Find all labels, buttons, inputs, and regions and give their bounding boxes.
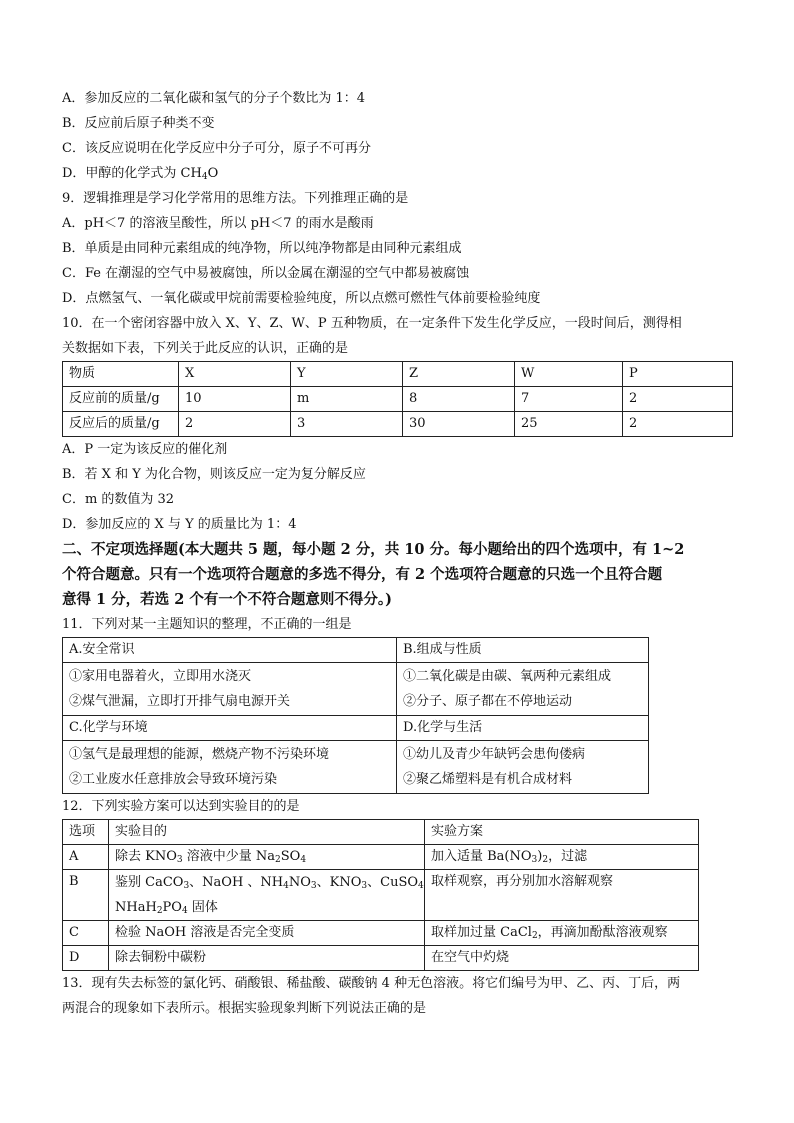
table-row: [63, 638, 649, 663]
page-content: [62, 86, 734, 1021]
table-header-b: B.组成与性质: [397, 638, 649, 663]
option-cell: B: [63, 870, 109, 921]
cell-line: 鉴别 CaCO$_3$、NaOH 、$NH_4NO_3$、$KNO_3$、CuSO$_4$: [115, 875, 424, 891]
table-row: [63, 663, 649, 716]
cell-line: ①家用电器着火，立即用水浇灭: [69, 669, 252, 684]
cell-line: $NHaH_2PO_4$ 固体: [115, 900, 218, 916]
q12-stem: 12．下列实验方案可以达到实验目的的是: [62, 799, 300, 814]
q10-option-d: D．参加反应的 X 与 Y 的质量比为 1：4: [62, 517, 297, 532]
option-cell: C: [63, 921, 109, 946]
q9-option-d: D．点燃氢气、一氧化碳或甲烷前需要检验纯度，所以点燃可燃性气体前要检验纯度: [62, 291, 541, 306]
table-header-a: A.安全常识: [63, 638, 397, 663]
cell-line: ②煤气泄漏，立即打开排气扇电源开关: [69, 694, 291, 709]
q10-table: [62, 361, 733, 437]
table-cell: 10: [179, 387, 291, 412]
option-cell: D: [63, 946, 109, 971]
table-row: [63, 387, 733, 412]
cell-line: ①二氧化碳是由碳、氧两种元素组成: [403, 669, 612, 684]
q9-option-c: C．Fe 在潮湿的空气中易被腐蚀，所以金属在潮湿的空气中都易被腐蚀: [62, 266, 470, 281]
table-cell: [63, 663, 397, 716]
table-cell: P: [623, 362, 733, 387]
table-row: [63, 845, 699, 870]
table-cell: 2: [623, 387, 733, 412]
table-header: 选项: [63, 820, 109, 845]
table-cell: 2: [623, 412, 733, 437]
q10-option-a: A．P 一定为该反应的催化剂: [62, 442, 228, 457]
table-cell: 30: [403, 412, 515, 437]
table-cell: 8: [403, 387, 515, 412]
table-row: [63, 716, 649, 741]
table-cell: W: [515, 362, 623, 387]
table-cell: 7: [515, 387, 623, 412]
plan-cell: 取样观察，再分别加水溶解观察: [425, 870, 699, 921]
plan-cell: 在空气中灼烧: [425, 946, 699, 971]
table-cell: [397, 741, 649, 794]
table-cell: [397, 663, 649, 716]
q8-option-c: C．该反应说明在化学反应中分子可分，原子不可再分: [62, 141, 371, 156]
q13-stem-line1: 13．现有失去标签的氯化钙、硝酸银、稀盐酸、碳酸钠 4 种无色溶液。将它们编号为甲、乙、丙、丁后，两: [62, 976, 681, 991]
table-cell: 25: [515, 412, 623, 437]
q10-stem-line1: 10．在一个密闭容器中放入 X、Y、Z、W、P 五种物质，在一定条件下发生化学反应，一段时间后，测得相: [62, 316, 682, 331]
cell-line: ①氢气是最理想的能源，燃烧产物不污染环境: [69, 747, 330, 762]
table-cell: 反应后的质量/g: [63, 412, 179, 437]
table-cell: [63, 741, 397, 794]
q10-stem-line2: 关数据如下表，下列关于此反应的认识，正确的是: [62, 341, 349, 356]
table-row: [63, 741, 649, 794]
q8-option-b: B．反应前后原子种类不变: [62, 116, 215, 131]
q8-option-d: D．甲醇的化学式为 $CH_4O$: [62, 166, 219, 182]
table-header: 实验方案: [425, 820, 699, 845]
plan-cell: 取样加过量 CaCl$_2$，再滴加酚酞溶液观察: [425, 921, 699, 946]
table-cell: m: [291, 387, 403, 412]
q11-stem: 11．下列对某一主题知识的整理，不正确的一组是: [62, 617, 352, 632]
section-heading-line1: 二、不定项选择题(本大题共 5 题，每小题 2 分，共 10 分。每小题给出的四个选项中，有 1~2: [62, 541, 685, 558]
table-row: [63, 362, 733, 387]
purpose-cell: [109, 870, 425, 921]
table-cell: 2: [179, 412, 291, 437]
table-row: [63, 412, 733, 437]
table-row: [63, 820, 699, 845]
cell-line: ②工业废水任意排放会导致环境污染: [69, 772, 278, 787]
cell-line: ②分子、原子都在不停地运动: [403, 694, 573, 709]
purpose-cell: 除去 $KNO_3$ 溶液中少量 $Na_2SO_4$: [109, 845, 425, 870]
table-cell: Y: [291, 362, 403, 387]
q9-option-a: A．pH＜7 的溶液呈酸性，所以 pH＜7 的雨水是酸雨: [62, 216, 374, 231]
table-header-c: C.化学与环境: [63, 716, 397, 741]
q9-option-b: B．单质是由同种元素组成的纯净物，所以纯净物都是由同种元素组成: [62, 241, 462, 256]
section-heading-line3: 意得 1 分，若选 2 个有一个不符合题意则不得分。): [62, 591, 392, 608]
q10-option-c: C．m 的数值为 32: [62, 492, 175, 507]
purpose-cell: 检验 NaOH 溶液是否完全变质: [109, 921, 425, 946]
q11-table: [62, 637, 649, 794]
q10-option-b: B．若 X 和 Y 为化合物，则该反应一定为复分解反应: [62, 467, 366, 482]
table-header: 实验目的: [109, 820, 425, 845]
q8-option-a: A．参加反应的二氧化碳和氢气的分子个数比为 1：4: [62, 91, 366, 106]
table-row: [63, 921, 699, 946]
table-row: [63, 870, 699, 921]
table-cell: Z: [403, 362, 515, 387]
table-cell: 反应前的质量/g: [63, 387, 179, 412]
table-row: [63, 946, 699, 971]
table-cell: 3: [291, 412, 403, 437]
q9-stem: 9．逻辑推理是学习化学常用的思维方法。下列推理正确的是: [62, 191, 409, 206]
option-cell: A: [63, 845, 109, 870]
table-cell: 物质: [63, 362, 179, 387]
purpose-cell: 除去铜粉中碳粉: [109, 946, 425, 971]
cell-line: ①幼儿及青少年缺钙会患佝偻病: [403, 747, 586, 762]
plan-cell: 加入适量 $Ba(NO_3)_2$，过滤: [425, 845, 699, 870]
table-cell: X: [179, 362, 291, 387]
section-heading-line2: 个符合题意。只有一个选项符合题意的多选不得分，有 2 个选项符合题意的只选一个且符合题: [62, 566, 663, 583]
table-header-d: D.化学与生活: [397, 716, 649, 741]
cell-line: ②聚乙烯塑料是有机合成材料: [403, 772, 573, 787]
q12-table: [62, 819, 699, 971]
q13-stem-line2: 两混合的现象如下表所示。根据实验现象判断下列说法正确的是: [62, 1001, 427, 1016]
